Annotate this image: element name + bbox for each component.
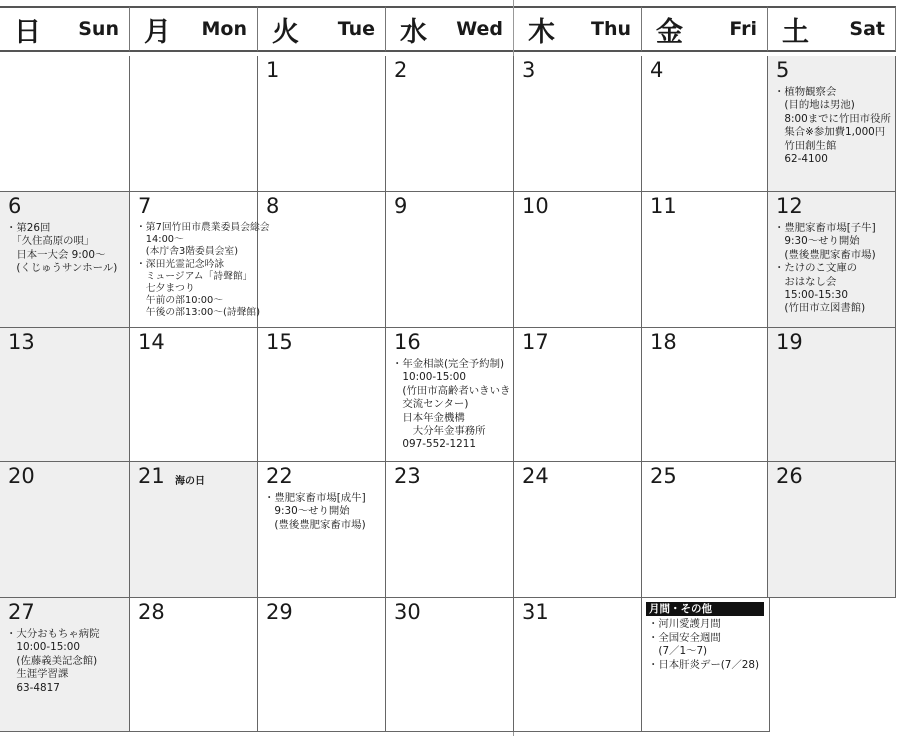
event-line: (竹田市立図書館) — [774, 302, 866, 315]
event-line: 10:00-15:00 — [392, 371, 467, 384]
day-cell-11 — [642, 192, 768, 328]
day-number: 24 — [522, 464, 549, 488]
event-line: ・第7回竹田市農業委員会総会 — [136, 222, 270, 233]
empty-cell — [0, 56, 130, 192]
event-line: (くじゅうサンホール) — [6, 262, 118, 275]
event-line: ・植物観察会 — [774, 86, 837, 98]
day-number: 23 — [394, 464, 421, 488]
header-kanji: 金 — [656, 16, 683, 48]
day-number: 26 — [776, 464, 803, 488]
event-line: 62-4100 — [774, 153, 828, 166]
day-cell-6 — [0, 192, 130, 328]
day-cell-27 — [0, 598, 130, 732]
event-line: (豊後豊肥家畜市場) — [774, 248, 876, 261]
day-cell-9 — [386, 192, 514, 328]
header-en: Mon — [201, 18, 247, 40]
header-en: Thu — [590, 18, 631, 40]
event-line: ・豊肥家畜市場[子牛] — [774, 222, 876, 234]
event-line: 七夕まつり — [136, 283, 195, 295]
event-line: 9:30〜せり開始 — [774, 235, 860, 248]
day-events — [264, 492, 366, 532]
day-events — [6, 222, 117, 276]
event-line: (豊後豊肥家畜市場) — [264, 518, 366, 531]
header-fri — [642, 6, 768, 52]
day-number: 1 — [266, 58, 280, 82]
event-line: 集合※参加費1,000円 — [774, 126, 886, 139]
day-number: 22 — [266, 464, 293, 488]
day-cell-21 — [130, 462, 258, 598]
event-line: 14:00〜 — [136, 234, 184, 246]
header-mon — [130, 6, 258, 52]
day-cell-30 — [386, 598, 514, 732]
day-cell-24 — [514, 462, 642, 598]
event-line: 午前の部10:00〜 — [136, 295, 224, 307]
header-en: Fri — [729, 18, 757, 40]
day-cell-23 — [386, 462, 514, 598]
event-line: 交流センター) — [392, 398, 469, 411]
header-wed — [386, 6, 514, 52]
day-cell-7 — [130, 192, 270, 328]
day-cell-18 — [642, 328, 768, 462]
day-cell-5 — [768, 56, 896, 192]
day-cell-4 — [642, 56, 768, 192]
header-kanji: 火 — [272, 16, 299, 48]
day-cell-29 — [258, 598, 386, 732]
day-cell-20 — [0, 462, 130, 598]
event-line: 097-552-1211 — [392, 438, 476, 451]
day-number: 14 — [138, 330, 165, 354]
header-kanji: 土 — [782, 16, 809, 48]
event-line: ミュージアム「詩聲館」 — [136, 270, 253, 282]
day-cell-19 — [768, 328, 896, 462]
day-number: 31 — [522, 600, 549, 624]
day-number: 11 — [650, 194, 677, 218]
event-line: (竹田市高齢者いきいき — [392, 384, 511, 397]
event-line: ・年金相談(完全予約制) — [392, 358, 505, 370]
day-number: 20 — [8, 464, 35, 488]
day-number: 7 — [138, 194, 152, 218]
day-events — [774, 222, 876, 316]
header-kanji: 日 — [14, 16, 41, 48]
day-cell-10 — [514, 192, 642, 328]
day-cell-3 — [514, 56, 642, 192]
day-cell-22 — [258, 462, 386, 598]
day-number: 9 — [394, 194, 408, 218]
day-number: 21 — [138, 464, 165, 488]
day-events — [6, 628, 100, 695]
event-line: 午後の部13:00〜(詩聲館) — [136, 307, 261, 319]
monthly-note-item: ・日本肝炎デー(7／28) — [648, 658, 760, 671]
day-number: 12 — [776, 194, 803, 218]
event-line: ・大分おもちゃ病院 — [6, 628, 100, 640]
day-cell-14 — [130, 328, 258, 462]
header-en: Sun — [78, 18, 119, 40]
empty-cell — [768, 598, 896, 732]
monthly-note-item: ・河川愛護月間 — [648, 618, 721, 630]
day-number: 10 — [522, 194, 549, 218]
event-line: ・豊肥家畜市場[成牛] — [264, 492, 366, 504]
event-line: 生涯学習課 — [6, 668, 69, 681]
event-line: ・第26回 — [6, 222, 51, 234]
event-line: 10:00-15:00 — [6, 641, 81, 654]
monthly-notes — [642, 598, 770, 732]
day-cell-26 — [768, 462, 896, 598]
event-line: 大分年金事務所 — [392, 425, 486, 438]
header-thu — [514, 6, 642, 52]
day-number: 4 — [650, 58, 664, 82]
event-line: 「久住高原の唄」 — [6, 235, 95, 248]
day-cell-2 — [386, 56, 514, 192]
header-en: Wed — [456, 18, 503, 40]
day-number: 30 — [394, 600, 421, 624]
monthly-notes-list — [648, 618, 759, 672]
day-number: 3 — [522, 58, 536, 82]
header-en: Sat — [849, 18, 885, 40]
header-kanji: 月 — [144, 16, 171, 48]
day-number: 2 — [394, 58, 408, 82]
day-cell-17 — [514, 328, 642, 462]
day-events — [774, 86, 891, 166]
day-number: 15 — [266, 330, 293, 354]
day-number: 28 — [138, 600, 165, 624]
day-events — [136, 222, 270, 320]
day-cell-31 — [514, 598, 642, 732]
monthly-notes-title: 月間・その他 — [646, 602, 764, 616]
day-number: 16 — [394, 330, 421, 354]
event-line: (本庁舎3階委員会室) — [136, 246, 239, 258]
day-number: 18 — [650, 330, 677, 354]
day-events — [392, 358, 510, 452]
event-line: 15:00-15:30 — [774, 289, 849, 302]
day-number: 6 — [8, 194, 22, 218]
day-cell-8 — [258, 192, 386, 328]
event-line: 63-4817 — [6, 681, 60, 694]
day-number: 13 — [8, 330, 35, 354]
day-number: 19 — [776, 330, 803, 354]
day-cell-15 — [258, 328, 386, 462]
event-line: 日本一大会 9:00〜 — [6, 248, 106, 261]
event-line: 8:00までに竹田市役所 — [774, 112, 891, 125]
header-kanji: 木 — [528, 16, 555, 48]
day-cell-25 — [642, 462, 768, 598]
day-cell-1 — [258, 56, 386, 192]
event-line: おはなし会 — [774, 275, 837, 288]
header-sat — [768, 6, 896, 52]
holiday-label: 海の日 — [175, 476, 205, 487]
day-number: 27 — [8, 600, 35, 624]
day-number: 29 — [266, 600, 293, 624]
day-cell-13 — [0, 328, 130, 462]
event-line: 9:30〜せり開始 — [264, 505, 350, 518]
monthly-note-item: ・全国安全週間 — [648, 631, 721, 644]
day-number: 17 — [522, 330, 549, 354]
event-line: ・深田光霊記念吟詠 — [136, 258, 225, 270]
day-number: 5 — [776, 58, 790, 82]
day-cell-28 — [130, 598, 258, 732]
header-tue — [258, 6, 386, 52]
day-number: 25 — [650, 464, 677, 488]
event-line: ・たけのこ文庫の — [774, 262, 858, 275]
event-line: 竹田創生館 — [774, 139, 837, 152]
event-line: 日本年金機構 — [392, 411, 465, 424]
day-cell-12 — [768, 192, 896, 328]
empty-cell — [130, 56, 258, 192]
day-cell-16 — [386, 328, 514, 462]
event-line: (目的地は男池) — [774, 99, 855, 112]
monthly-note-item: (7／1〜7) — [648, 645, 708, 658]
header-sun — [0, 6, 130, 52]
header-kanji: 水 — [400, 16, 427, 48]
day-number: 8 — [266, 194, 280, 218]
header-en: Tue — [337, 18, 375, 40]
event-line: (佐藤義美記念館) — [6, 654, 98, 667]
